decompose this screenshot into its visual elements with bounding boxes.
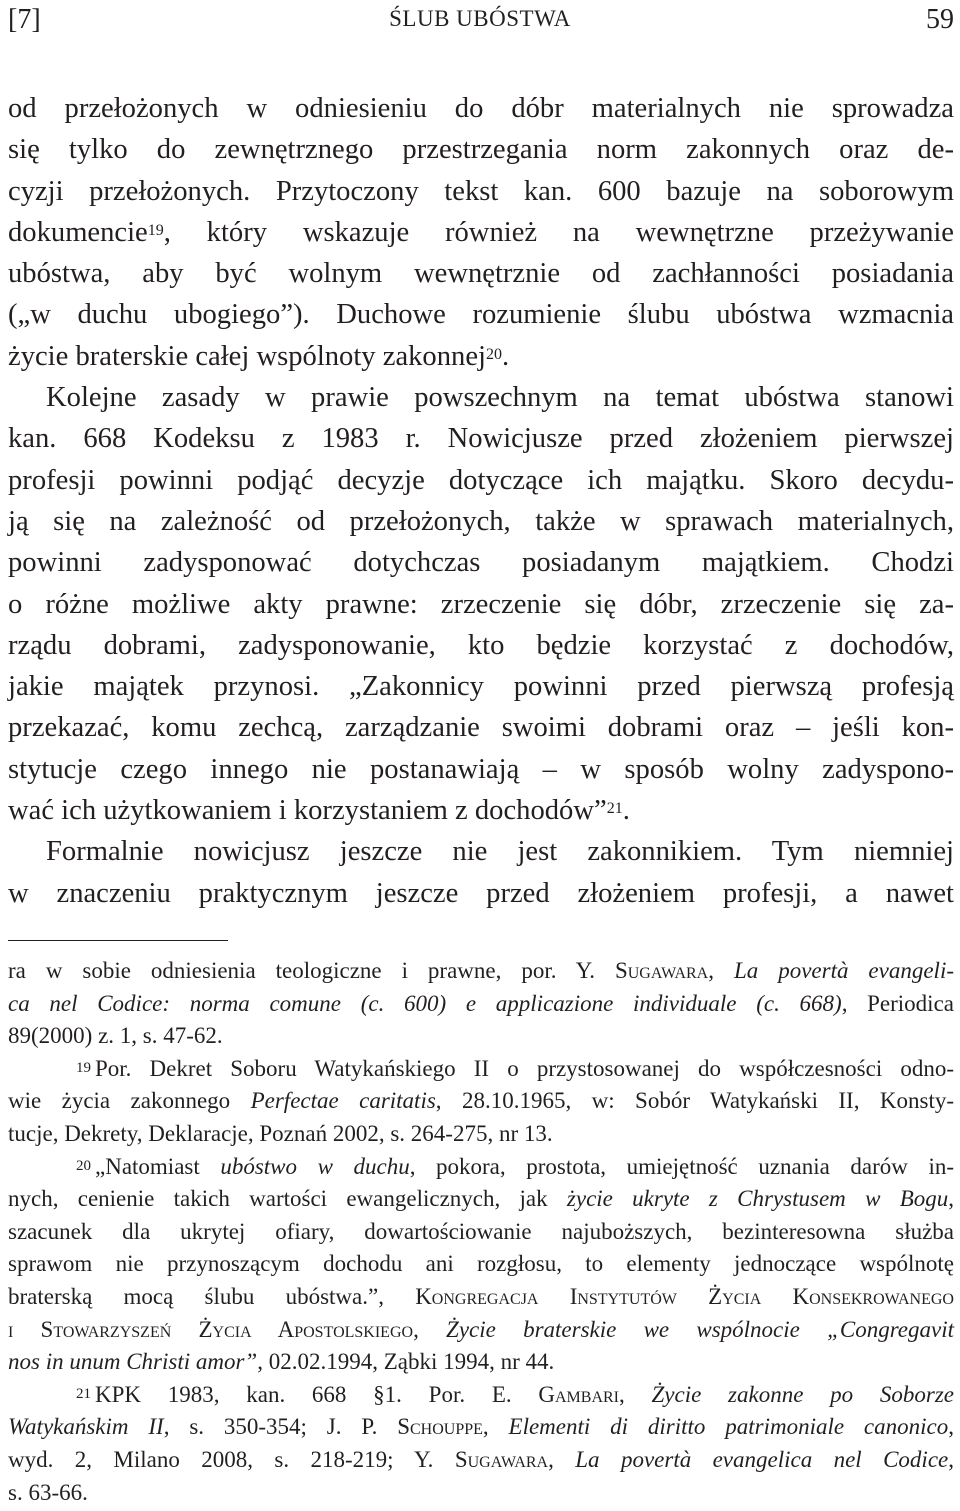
- footnote-number: 20: [76, 1157, 91, 1174]
- text-line: o różne możliwe akty prawne: zrzeczenie się dóbr, zrzeczenie się za-: [8, 588, 954, 620]
- footnote-line: Watykańskim II, s. 350-354; J. P. Schouppe, Elementi di diritto patrimoniale canonico,: [8, 1414, 954, 1440]
- footnote-line: ca nel Codice: norma comune (c. 600) e applicazione individuale (c. 668), Periodica: [8, 990, 954, 1016]
- text-line: [8, 336, 954, 377]
- text-line: [8, 377, 954, 418]
- text-line: powinni zadysponować dotychczas posiadanym majątkiem. Chodzi: [8, 547, 954, 579]
- text-line: profesji powinni podjąć decyzje dotyczące ich majątku. Skoro decydu-: [8, 464, 954, 496]
- text-line: cyzji przełożonych. Przytoczony tekst kan. 600 bazuje na soborowym: [8, 175, 954, 207]
- footnote-line: s. 63-66.: [8, 1479, 88, 1505]
- text-line: („w duchu ubogiego”). Duchowe rozumienie ślubu ubóstwa wzmacnia: [8, 299, 954, 331]
- footnote-line: ra w sobie odniesienia teologiczne i prawne, por. Y. Sugawara, La povertà evangeli-: [8, 958, 954, 983]
- text-run: , który wskazuje również na wewnętrzne przeżywanie: [163, 216, 954, 248]
- text-run: Formalnie nowicjusz jeszcze nie jest zakonnikiem. Tym niemniej: [46, 836, 954, 868]
- text-line: rządu dobrami, zadysponowanie, kto będzie korzystać z dochodów,: [8, 629, 954, 661]
- footnote-line: szacunek dla ukrytej ofiary, dowartościowanie najuboższych, bezinteresowna służba: [8, 1218, 954, 1244]
- text-line: [8, 212, 954, 253]
- footnote-line: wie życia zakonnego Perfectae caritatis, 28.10.1965, w: Sobór Watykański II, Konsty-: [8, 1088, 954, 1114]
- text-line: przekazać, komu zechcą, zarządzanie swoimi dobrami oraz – jeśli kon-: [8, 712, 954, 744]
- paragraph-3: [8, 831, 954, 914]
- footnote-continuation: [8, 955, 954, 1053]
- footnote-line: nych, cenienie takich wartości ewangelicznych, jak życie ukryte z Chrystusem w Bogu,: [8, 1186, 954, 1212]
- footnote-line: tucje, Dekrety, Deklaracje, Poznań 2002, s. 264-275, nr 13.: [8, 1120, 553, 1146]
- text-run: życie braterskie całej wspólnoty zakonnej: [8, 340, 486, 372]
- footnote-separator: [8, 940, 228, 941]
- footnote-line: braterską mocą ślubu ubóstwa.”, Kongregacja Instytutów Życia Konsekrowanego: [8, 1283, 954, 1309]
- footnote-line: $^{20}$ „Natomiast ubóstwo w duchu, pokora, prostota, umiejętność uznania darów in-: [76, 1153, 955, 1179]
- main-text: [8, 88, 954, 914]
- text-line: [8, 831, 954, 872]
- footnote-line: $^{21}$ KPK 1983, kan. 668 §1. Por. E. Gambari, Życie zakonne po Soborze: [76, 1381, 955, 1407]
- text-line: ubóstwa, aby być wolnym wewnętrznie od zachłanności posiadania: [8, 258, 954, 290]
- text-run: Kolejne zasady w prawie powszechnym na temat ubóstwa stanowi: [46, 382, 954, 414]
- text-line: się tylko do zewnętrznego przestrzegania norm zakonnych oraz de-: [8, 134, 954, 166]
- text-line: jakie majątek przynosi. „Zakonnicy powinni przed pierwszą profesją: [8, 671, 954, 703]
- footnote-21: [8, 1379, 954, 1509]
- text-run: wać ich użytkowaniem i korzystaniem z dochodów”: [8, 795, 607, 827]
- text-line: od przełożonych w odniesieniu do dóbr materialnych nie sprowadza: [8, 93, 954, 124]
- footnote-20: [8, 1151, 954, 1379]
- text-line: [8, 790, 954, 831]
- footnotes: [8, 955, 954, 1509]
- text-run: dokumencie: [8, 216, 148, 248]
- paragraph-2: [8, 377, 954, 831]
- footnote-line: wyd. 2, Milano 2008, s. 218-219; Y. Sugawara, La povertà evangelica nel Codice,: [8, 1446, 954, 1472]
- text-line: stytucje czego innego nie postanawiają – w sposób wolny zadyspono-: [8, 753, 954, 785]
- text-run: .: [501, 340, 510, 372]
- footnote-line: sprawom nie przynoszącym dochodu ani rozgłosu, to elementy jednoczące wspólnotę: [8, 1251, 954, 1277]
- text-line: kan. 668 Kodeksu z 1983 r. Nowicjusze przed złożeniem pierwszej: [8, 423, 954, 455]
- footnote-19: [8, 1053, 954, 1151]
- footnote-line: $^{19}$ Por. Dekret Soboru Watykańskiego II o przystosowanej do współczesności odno-: [76, 1055, 954, 1081]
- chapter-marker: [7]: [8, 4, 41, 35]
- footnote-ref[interactable]: 19: [147, 221, 164, 239]
- text-run: .: [622, 795, 630, 827]
- footnote-number: 19: [76, 1059, 91, 1076]
- running-title: ŚLUB UBÓSTWA: [389, 6, 571, 31]
- footnote-line: i Stowarzyszeń Życia Apostolskiego, Życie braterskie we wspólnocie „Congregavit: [8, 1316, 954, 1342]
- footnote-ref[interactable]: 21: [606, 800, 623, 818]
- text-line: ją się na zależność od przełożonych, także w sprawach materialnych,: [8, 505, 954, 537]
- text-line: w znaczeniu praktycznym jeszcze przed złożeniem profesji, a nawet: [8, 877, 954, 909]
- footnote-line: nos in unum Christi amor”, 02.02.1994, Ząbki 1994, nr 44.: [8, 1349, 555, 1375]
- paragraph-1: [8, 88, 954, 377]
- footnote-ref[interactable]: 20: [485, 345, 502, 363]
- running-header: [0, 0, 960, 40]
- footnote-number: 21: [76, 1385, 91, 1402]
- page-number: 59: [926, 4, 954, 35]
- footnote-line: 89(2000) z. 1, s. 47-62.: [8, 1023, 223, 1049]
